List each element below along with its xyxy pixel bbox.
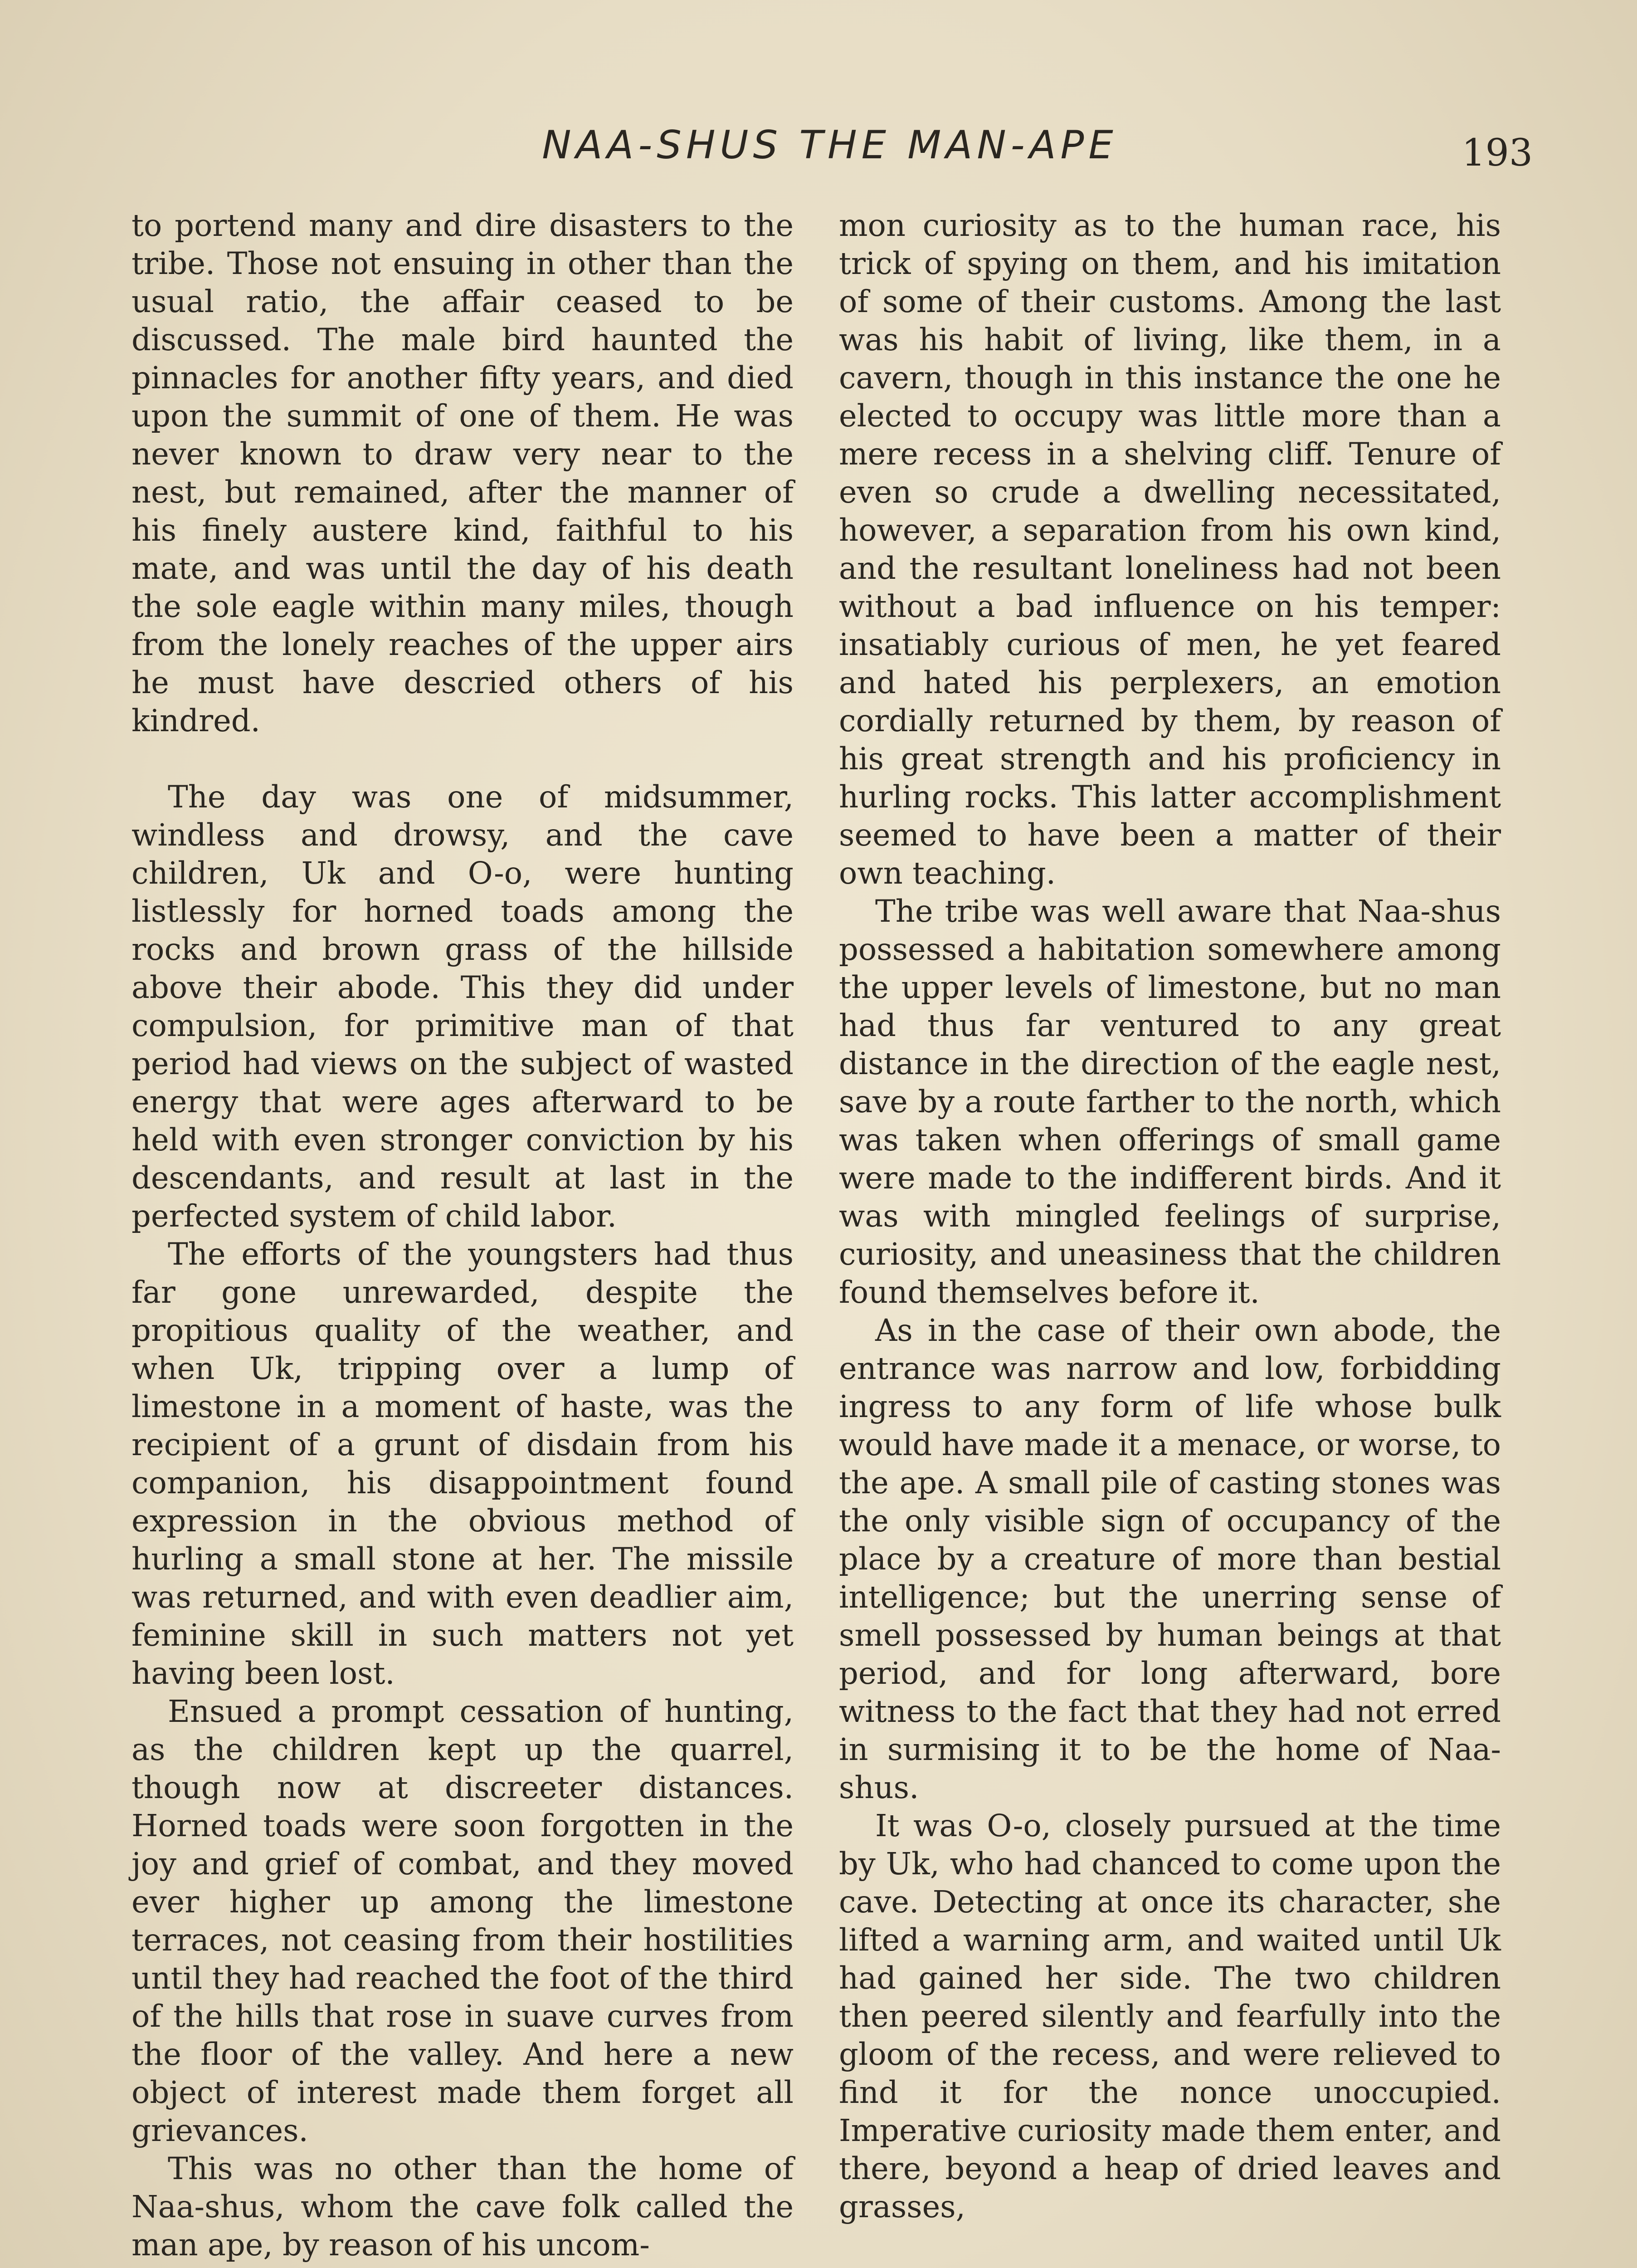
paragraph: Ensued a prompt cessation of hunting, as the children kept up the quarrel, though now at discreeter distances. Horned toads were soon forgotten in the joy and grief of combat, and they moved ever higher up among the limestone terraces, not ceasing from their hostilities until they had reached the foot of the third of the hills that rose in suave curves from the floor of the valley. And here a new object of interest made them forget all grievances. [132, 1694, 794, 2148]
paragraph: This was no other than the home of Naa-shus, whom the cave folk called the man ape, by reason of his uncom- [132, 2151, 794, 2263]
page-number: 193 [1462, 132, 1533, 175]
paragraph: It was O-o, closely pursued at the time by Uk, who had chanced to come upon the cave. Detecting at once its character, she lifted a warning arm, and waited until Uk had gained her side. The two children then peered silently and fearfully into the gloom of the recess, and were relieved to find it for the nonce unoccupied. Imperative curiosity made them enter, and there, beyond a heap of dried leaves and grasses, [839, 1808, 1501, 2224]
right-column [839, 206, 1501, 2226]
running-title: NAA-SHUS THE MAN-APE [542, 122, 1118, 168]
paragraph: The efforts of the youngsters had thus far gone unrewarded, despite the propitious quality of the weather, and when Uk, tripping over a lump of limestone in a moment of haste, was the recipient of a grunt of disdain from his companion, his disappointment found expression in the obvious method of hurling a small stone at her. The missile was returned, and with even deadlier aim, feminine skill in such matters not yet having been lost. [132, 1237, 794, 1691]
paragraph: The day was one of midsummer, windless and drowsy, and the cave children, Uk and O-o, were hunting listlessly for horned toads among the rocks and brown grass of the hillside above their abode. This they did under compulsion, for primitive man of that period had views on the subject of wasted energy that were ages afterward to be held with even stronger conviction by his descendants, and result at last in the perfected system of child labor. [132, 779, 794, 1234]
paragraph: As in the case of their own abode, the entrance was narrow and low, forbidding ingress to any form of life whose bulk would have made it a menace, or worse, to the ape. A small pile of casting stones was the only visible sign of occupancy of the place by a creature of more than bestial intelligence; but the unerring sense of smell possessed by human beings at that period, and for long afterward, bore witness to the fact that they had not erred in surmising it to be the home of Naa-shus. [839, 1313, 1501, 1805]
paragraph: to portend many and dire disasters to the tribe. Those not ensuing in other than the usual ratio, the affair ceased to be discussed. The male bird haunted the pinnacles for another fifty years, and died upon the summit of one of them. He was never known to draw very near to the nest, but remained, after the manner of his finely austere kind, faithful to his mate, and was until the day of his death the sole eagle within many miles, though from the lonely reaches of the upper airs he must have descried others of his kindred. [132, 208, 794, 738]
left-column [132, 206, 794, 2264]
paragraph: mon curiosity as to the human race, his trick of spying on them, and his imitation of some of their customs. Among the last was his habit of living, like them, in a cavern, though in this instance the one he elected to occupy was little more than a mere recess in a shelving cliff. Tenure of even so crude a dwelling necessitated, however, a separation from his own kind, and the resultant loneliness had not been without a bad influence on his temper: insatiably curious of men, he yet feared and hated his perplexers, an emotion cordially returned by them, by reason of his great strength and his proficiency in hurling rocks. This latter accomplishment seemed to have been a matter of their own teaching. [839, 208, 1501, 891]
paragraph: The tribe was well aware that Naa-shus possessed a habitation somewhere among the upper levels of limestone, but no man had thus far ventured to any great distance in the direction of the eagle nest, save by a route farther to the north, which was taken when offerings of small game were made to the indifferent birds. And it was with mingled feelings of surprise, curiosity, and uneasiness that the children found themselves before it. [839, 894, 1501, 1310]
